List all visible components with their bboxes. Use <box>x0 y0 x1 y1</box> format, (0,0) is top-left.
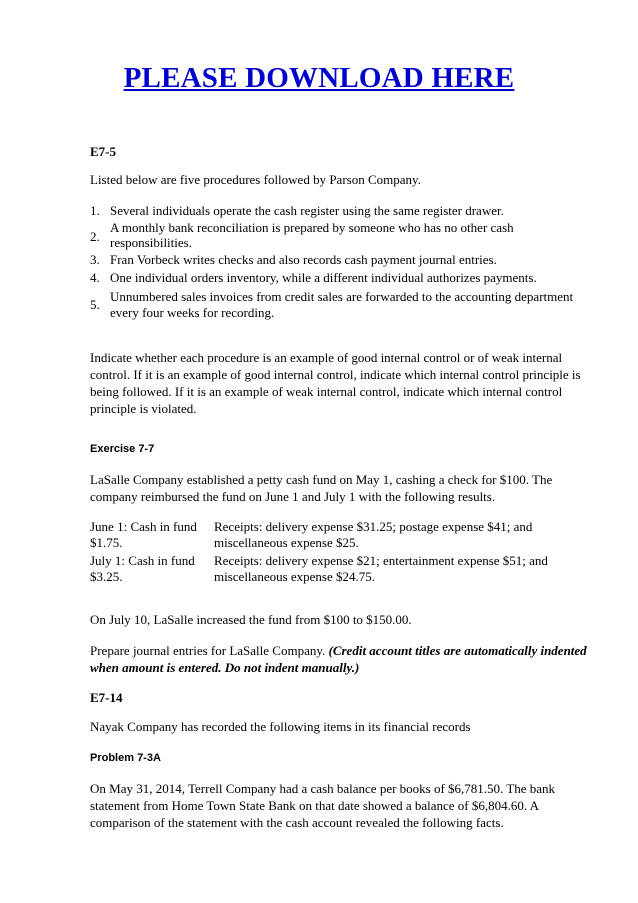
problem-7-3a-text: comparison of the statement with the cash account revealed the following facts. <box>90 815 504 830</box>
instruction-line: principle is violated. <box>90 401 197 416</box>
table-cell-receipts: miscellaneous expense $24.75. <box>214 569 376 584</box>
table-cell-receipts: Receipts: delivery expense $31.25; postage expense $41; and <box>214 519 533 534</box>
table-cell-date: June 1: Cash in fund <box>90 519 197 534</box>
list-item: Unnumbered sales invoices from credit sales are forwarded to the accounting department <box>110 289 574 304</box>
section-heading-exercise-7-7: Exercise 7-7 <box>90 443 155 455</box>
indent-note: (Credit account titles are automatically indented <box>328 643 587 658</box>
exercise-7-7-intro: LaSalle Company established a petty cash fund on May 1, cashing a check for $100. The <box>90 472 553 487</box>
problem-7-3a-text: On May 31, 2014, Terrell Company had a cash balance per books of $6,781.50. The bank <box>90 781 556 796</box>
list-item: One individual orders inventory, while a different individual authorizes payments. <box>110 270 537 285</box>
list-item-number: 2. <box>90 229 100 244</box>
table-cell-date: $1.75. <box>90 535 123 550</box>
indent-note-continued: when amount is entered. Do not indent manually.) <box>90 660 360 675</box>
table-cell-receipts: Receipts: delivery expense $21; entertainment expense $51; and <box>214 553 548 568</box>
instruction-line: being followed. If it is an example of weak internal control, indicate which internal control <box>90 384 563 399</box>
list-item-number: 5. <box>90 297 100 312</box>
fund-increase-note: On July 10, LaSalle increased the fund from $100 to $150.00. <box>90 612 412 627</box>
section-heading-e7-5: E7-5 <box>90 144 116 159</box>
problem-7-3a-text: statement from Home Town State Bank on that date showed a balance of $6,804.60. A <box>90 798 540 813</box>
list-item-number: 3. <box>90 252 100 267</box>
list-item-number: 4. <box>90 270 100 285</box>
table-cell-date: July 1: Cash in fund <box>90 553 195 568</box>
section-heading-problem-7-3a: Problem 7-3A <box>90 752 161 764</box>
list-item-number: 1. <box>90 203 100 218</box>
table-cell-date: $3.25. <box>90 569 123 584</box>
list-item: Fran Vorbeck writes checks and also records cash payment journal entries. <box>110 252 497 267</box>
download-link[interactable]: PLEASE DOWNLOAD HERE <box>123 62 515 94</box>
table-cell-receipts: miscellaneous expense $25. <box>214 535 359 550</box>
e7-14-text: Nayak Company has recorded the following items in its financial records <box>90 719 471 734</box>
list-item-continued: every four weeks for recording. <box>110 305 275 320</box>
prepare-instruction <box>90 643 587 660</box>
instruction-line: Indicate whether each procedure is an example of good internal control or of weak internal <box>90 350 563 365</box>
section-heading-e7-14: E7-14 <box>90 690 123 705</box>
instruction-line: control. If it is an example of good internal control, indicate which internal control principle is <box>90 367 581 382</box>
e7-5-intro: Listed below are five procedures followed by Parson Company. <box>90 172 421 187</box>
prepare-text: Prepare journal entries for LaSalle Company. <box>90 643 329 658</box>
list-item-continued: responsibilities. <box>110 235 192 250</box>
exercise-7-7-intro: company reimbursed the fund on June 1 and July 1 with the following results. <box>90 489 496 504</box>
list-item: A monthly bank reconciliation is prepared by someone who has no other cash <box>110 220 514 235</box>
list-item: Several individuals operate the cash register using the same register drawer. <box>110 203 504 218</box>
